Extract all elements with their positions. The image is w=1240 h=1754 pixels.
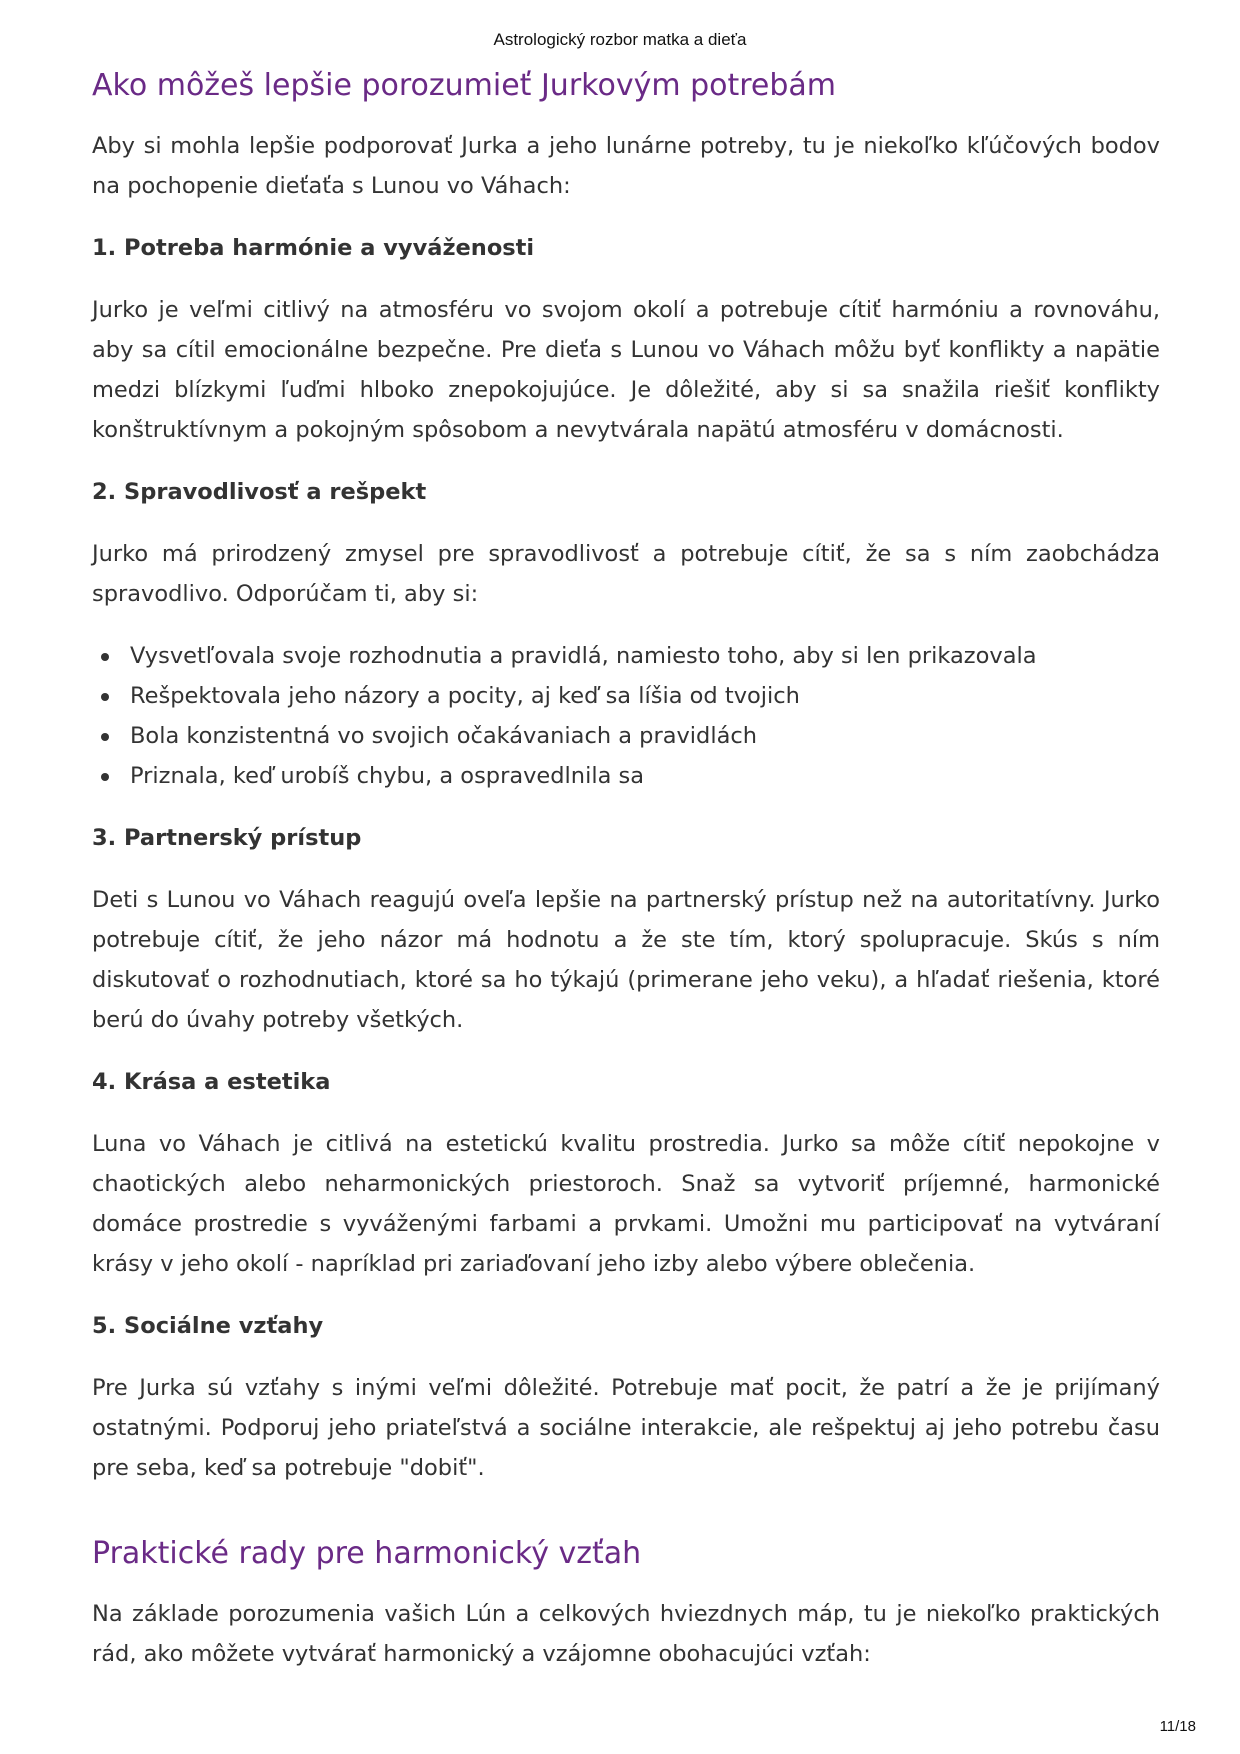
paragraph-social: Pre Jurka sú vzťahy s inými veľmi dôležité. Potrebuje mať pocit, že patrí a že je prijímaný ostatnými. Podporuj jeho priateľstvá a sociálne interakcie, ale rešpektuj aj jeho potrebu času pre seba, keď sa potrebuje "dobiť". [92, 1375, 1160, 1481]
list-item [92, 756, 1160, 796]
bullet-dot-icon [101, 653, 109, 661]
paragraph-fairness: Jurko má prirodzený zmysel pre spravodlivosť a potrebuje cítiť, že sa s ním zaobchádza spravodlivo. Odporúčam ti, aby si: [92, 541, 1160, 607]
subheading-partnership: 3. Partnerský prístup [92, 825, 362, 851]
section-heading-practical-tips: Praktické rady pre harmonický vzťah [92, 1536, 642, 1571]
page-number: 11/18 [1159, 1718, 1196, 1735]
list-item-text: Priznala, keď urobíš chybu, a ospravedlnila sa [130, 763, 645, 789]
fairness-bullet-list [92, 636, 1160, 796]
bullet-dot-icon [101, 733, 109, 741]
bullet-dot-icon [101, 773, 109, 781]
paragraph-beauty: Luna vo Váhach je citlivá na estetickú kvalitu prostredia. Jurko sa môže cítiť nepokojne v chaotických alebo neharmonických priestoroch. Snaž sa vytvoriť príjemné, harmonické domáce prostredie s vyváženými farbami a prvkami. Umožni mu participovať na vytváraní krásy v jeho okolí - napríklad pri zariaďovaní jeho izby alebo výbere oblečenia. [92, 1131, 1160, 1277]
subheading-fairness: 2. Spravodlivosť a rešpekt [92, 479, 427, 505]
list-item [92, 716, 1160, 756]
list-item [92, 636, 1160, 676]
subheading-social: 5. Sociálne vzťahy [92, 1313, 324, 1339]
list-item-text: Vysvetľovala svoje rozhodnutia a pravidlá, namiesto toho, aby si len prikazovala [130, 643, 1037, 669]
paragraph-partnership: Deti s Lunou vo Váhach reagujú oveľa lepšie na partnerský prístup než na autoritatívny. Jurko potrebuje cítiť, že jeho názor má hodnotu a že ste tím, ktorý spolupracuje. Skús s ním diskutovať o rozhodnutiach, ktoré sa ho týkajú (primerane jeho veku), a hľadať riešenia, ktoré berú do úvahy potreby všetkých. [92, 887, 1160, 1033]
list-item [92, 676, 1160, 716]
subheading-beauty: 4. Krása a estetika [92, 1069, 331, 1095]
section-heading-understanding-needs: Ako môžeš lepšie porozumieť Jurkovým potrebám [92, 68, 837, 103]
list-item-text: Rešpektovala jeho názory a pocity, aj keď sa líšia od tvojich [130, 683, 800, 709]
list-item-text: Bola konzistentná vo svojich očakávaniach a pravidlách [130, 723, 758, 749]
document-body [92, 64, 1160, 1696]
paragraph-harmony: Jurko je veľmi citlivý na atmosféru vo svojom okolí a potrebuje cítiť harmóniu a rovnováhu, aby sa cítil emocionálne bezpečne. Pre dieťa s Lunou vo Váhach môžu byť konflikty a napätie medzi blízkymi ľuďmi hlboko znepokojujúce. Je dôležité, aby si sa snažila riešiť konflikty konštruktívnym a pokojným spôsobom a nevytvárala napätú atmosféru v domácnosti. [92, 297, 1160, 443]
section-intro-paragraph: Aby si mohla lepšie podporovať Jurka a jeho lunárne potreby, tu je niekoľko kľúčových bodov na pochopenie dieťaťa s Lunou vo Váhach: [92, 133, 1160, 199]
practical-tips-intro-paragraph: Na základe porozumenia vašich Lún a celkových hviezdnych máp, tu je niekoľko praktických rád, ako môžete vytvárať harmonický a vzájomne obohacujúci vzťah: [92, 1601, 1160, 1667]
bullet-dot-icon [101, 693, 109, 701]
subheading-harmony: 1. Potreba harmónie a vyváženosti [92, 235, 535, 261]
running-header: Astrologický rozbor matka a dieťa [493, 30, 747, 49]
